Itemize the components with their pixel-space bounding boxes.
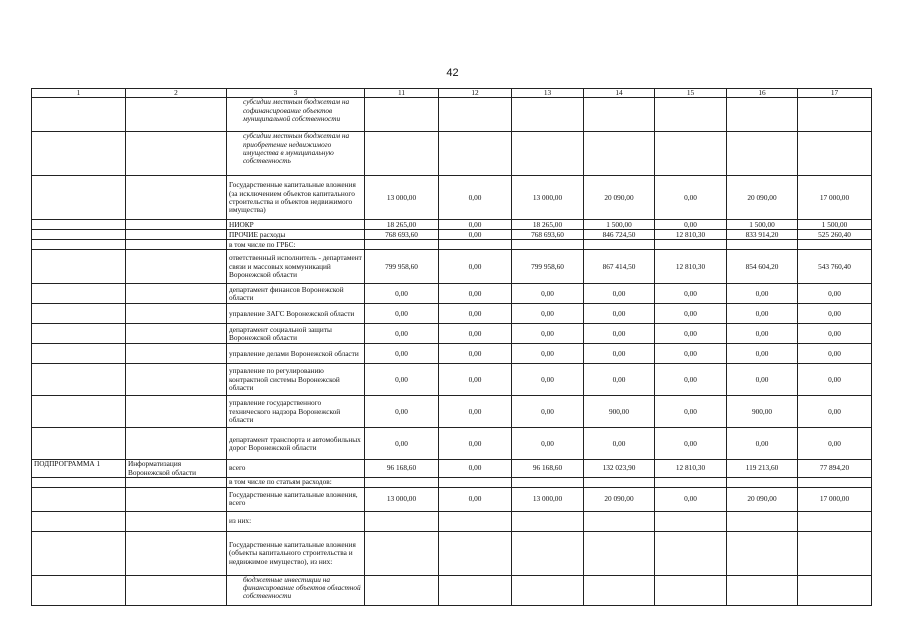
table-row	[32, 364, 872, 396]
value-cell: 833 914,20	[727, 230, 798, 240]
program-cell	[32, 575, 126, 605]
column-header: 16	[727, 89, 798, 98]
value-cell: 96 168,60	[365, 460, 439, 478]
table-row	[32, 344, 872, 364]
value-cell: 12 810,30	[655, 230, 727, 240]
expense-label-cell: всего	[227, 460, 365, 478]
value-cell: 0,00	[655, 324, 727, 344]
value-cell	[798, 477, 872, 487]
table-row	[32, 575, 872, 605]
value-cell	[584, 98, 655, 132]
value-cell: 0,00	[584, 284, 655, 304]
value-cell	[798, 132, 872, 176]
value-cell: 543 760,40	[798, 250, 872, 284]
table-body	[32, 89, 872, 606]
value-cell	[365, 575, 439, 605]
expense-label-cell: департамент транспорта и автомобильных дорог Воронежской области	[227, 428, 365, 460]
value-cell: 0,00	[512, 324, 584, 344]
program-name-cell	[126, 284, 227, 304]
value-cell: 0,00	[439, 344, 512, 364]
value-cell: 0,00	[655, 176, 727, 220]
program-cell	[32, 132, 126, 176]
column-header: 15	[655, 89, 727, 98]
program-cell	[32, 396, 126, 428]
table-row	[32, 460, 872, 478]
table-row	[32, 531, 872, 575]
value-cell	[512, 511, 584, 531]
value-cell: 0,00	[727, 324, 798, 344]
value-cell: 799 958,60	[365, 250, 439, 284]
table-row	[32, 487, 872, 511]
value-cell: 20 090,00	[584, 176, 655, 220]
value-cell	[365, 98, 439, 132]
value-cell: 0,00	[439, 324, 512, 344]
expense-label-cell: ПРОЧИЕ расходы	[227, 230, 365, 240]
value-cell	[798, 98, 872, 132]
expense-label-cell: субсидии местным бюджетам на приобретение недвижимого имущества в муниципальную собственность	[227, 132, 365, 176]
table-row	[32, 230, 872, 240]
value-cell: 12 810,30	[655, 460, 727, 478]
value-cell	[365, 511, 439, 531]
value-cell: 1 500,00	[798, 220, 872, 230]
table-row	[32, 176, 872, 220]
value-cell: 0,00	[439, 487, 512, 511]
value-cell: 0,00	[584, 428, 655, 460]
column-header: 12	[439, 89, 512, 98]
program-name-cell	[126, 511, 227, 531]
value-cell	[512, 575, 584, 605]
value-cell: 0,00	[365, 428, 439, 460]
table-row	[32, 132, 872, 176]
value-cell: 20 090,00	[727, 176, 798, 220]
value-cell: 12 810,30	[655, 250, 727, 284]
value-cell: 0,00	[512, 428, 584, 460]
value-cell	[365, 132, 439, 176]
expense-label-cell: Государственные капитальные вложения, всего	[227, 487, 365, 511]
expense-label-cell: в том числе по статьям расходов:	[227, 477, 365, 487]
value-cell	[798, 531, 872, 575]
value-cell	[655, 98, 727, 132]
value-cell: 0,00	[439, 250, 512, 284]
table-row	[32, 477, 872, 487]
value-cell	[798, 240, 872, 250]
value-cell	[727, 477, 798, 487]
value-cell: 0,00	[584, 344, 655, 364]
program-name-cell	[126, 132, 227, 176]
program-cell	[32, 304, 126, 324]
value-cell: 846 724,50	[584, 230, 655, 240]
value-cell: 0,00	[439, 230, 512, 240]
value-cell	[727, 132, 798, 176]
value-cell	[439, 575, 512, 605]
program-cell	[32, 487, 126, 511]
program-cell	[32, 477, 126, 487]
value-cell: 0,00	[439, 460, 512, 478]
table-row	[32, 396, 872, 428]
value-cell: 77 894,20	[798, 460, 872, 478]
column-header: 3	[227, 89, 365, 98]
expense-label-cell: департамент финансов Воронежской области	[227, 284, 365, 304]
value-cell: 0,00	[727, 364, 798, 396]
value-cell	[439, 477, 512, 487]
program-name-cell	[126, 531, 227, 575]
value-cell	[727, 531, 798, 575]
program-name-cell	[126, 364, 227, 396]
value-cell: 0,00	[365, 344, 439, 364]
expense-label-cell: Государственные капитальные вложения (за исключением объектов капитального строительства и объектов недвижимого имущества)	[227, 176, 365, 220]
header-row	[32, 89, 872, 98]
value-cell: 0,00	[798, 284, 872, 304]
expense-label-cell: управление ЗАГС Воронежской области	[227, 304, 365, 324]
program-name-cell	[126, 250, 227, 284]
value-cell: 0,00	[512, 344, 584, 364]
expense-label-cell: Государственные капитальные вложения (объекты капитального строительства и недвижимое имущество), из них:	[227, 531, 365, 575]
value-cell: 0,00	[512, 396, 584, 428]
value-cell: 867 414,50	[584, 250, 655, 284]
value-cell	[727, 98, 798, 132]
value-cell: 0,00	[584, 364, 655, 396]
program-cell	[32, 250, 126, 284]
value-cell: 18 265,00	[365, 220, 439, 230]
value-cell	[512, 240, 584, 250]
column-header: 17	[798, 89, 872, 98]
expense-label-cell: НИОКР	[227, 220, 365, 230]
value-cell: 0,00	[798, 396, 872, 428]
value-cell	[798, 575, 872, 605]
expense-label-cell: ответственный исполнитель - департамент связи и массовых коммуникаций Воронежской области	[227, 250, 365, 284]
program-name-cell	[126, 304, 227, 324]
value-cell: 20 090,00	[727, 487, 798, 511]
value-cell	[439, 511, 512, 531]
value-cell	[655, 240, 727, 250]
program-cell	[32, 176, 126, 220]
value-cell: 17 000,00	[798, 176, 872, 220]
value-cell	[584, 477, 655, 487]
value-cell: 20 090,00	[584, 487, 655, 511]
value-cell: 0,00	[655, 364, 727, 396]
table-row	[32, 250, 872, 284]
value-cell	[439, 531, 512, 575]
value-cell: 854 604,20	[727, 250, 798, 284]
value-cell: 1 500,00	[727, 220, 798, 230]
value-cell	[727, 240, 798, 250]
value-cell: 0,00	[798, 428, 872, 460]
value-cell: 18 265,00	[512, 220, 584, 230]
value-cell	[512, 477, 584, 487]
value-cell: 13 000,00	[365, 176, 439, 220]
column-header: 14	[584, 89, 655, 98]
value-cell: 0,00	[655, 284, 727, 304]
value-cell: 0,00	[727, 428, 798, 460]
table-row	[32, 284, 872, 304]
value-cell	[655, 477, 727, 487]
value-cell: 0,00	[439, 364, 512, 396]
value-cell	[439, 132, 512, 176]
value-cell: 13 000,00	[512, 176, 584, 220]
value-cell: 13 000,00	[365, 487, 439, 511]
budget-table	[31, 88, 872, 606]
value-cell: 0,00	[365, 304, 439, 324]
table-row	[32, 511, 872, 531]
value-cell: 132 023,90	[584, 460, 655, 478]
program-cell	[32, 284, 126, 304]
value-cell	[727, 511, 798, 531]
value-cell: 0,00	[512, 364, 584, 396]
program-cell	[32, 324, 126, 344]
table-row	[32, 220, 872, 230]
program-name-cell	[126, 176, 227, 220]
value-cell	[584, 132, 655, 176]
program-cell	[32, 364, 126, 396]
column-header: 13	[512, 89, 584, 98]
value-cell	[655, 132, 727, 176]
table-row	[32, 324, 872, 344]
value-cell: 0,00	[512, 304, 584, 324]
value-cell: 0,00	[655, 220, 727, 230]
table-row	[32, 304, 872, 324]
expense-label-cell: из них:	[227, 511, 365, 531]
value-cell: 0,00	[365, 324, 439, 344]
value-cell: 0,00	[655, 344, 727, 364]
value-cell: 0,00	[365, 284, 439, 304]
program-name-cell	[126, 477, 227, 487]
expense-label-cell: бюджетные инвестиции на финансирование объектов областной собственности	[227, 575, 365, 605]
program-cell	[32, 344, 126, 364]
program-cell	[32, 240, 126, 250]
program-name-cell	[126, 98, 227, 132]
value-cell: 119 213,60	[727, 460, 798, 478]
value-cell: 0,00	[655, 396, 727, 428]
value-cell: 0,00	[727, 284, 798, 304]
value-cell: 0,00	[365, 364, 439, 396]
value-cell	[512, 132, 584, 176]
value-cell	[512, 531, 584, 575]
expense-label-cell: в том числе по ГРБС:	[227, 240, 365, 250]
value-cell: 0,00	[727, 304, 798, 324]
expense-label-cell: управление делами Воронежской области	[227, 344, 365, 364]
program-cell	[32, 511, 126, 531]
value-cell: 0,00	[584, 324, 655, 344]
program-cell	[32, 531, 126, 575]
value-cell	[584, 575, 655, 605]
program-cell	[32, 98, 126, 132]
value-cell: 0,00	[439, 396, 512, 428]
value-cell: 900,00	[584, 396, 655, 428]
value-cell: 0,00	[655, 487, 727, 511]
value-cell: 0,00	[439, 284, 512, 304]
value-cell	[584, 240, 655, 250]
value-cell: 0,00	[798, 324, 872, 344]
expense-label-cell: управление по регулированию контрактной системы Воронежской области	[227, 364, 365, 396]
value-cell	[439, 240, 512, 250]
program-cell	[32, 220, 126, 230]
value-cell: 799 958,60	[512, 250, 584, 284]
value-cell: 768 693,60	[512, 230, 584, 240]
program-name-cell	[126, 575, 227, 605]
value-cell: 0,00	[798, 304, 872, 324]
value-cell: 900,00	[727, 396, 798, 428]
program-name-cell	[126, 344, 227, 364]
expense-label-cell: субсидии местным бюджетам на софинансирование объектов муниципальной собственности	[227, 98, 365, 132]
program-name-cell	[126, 220, 227, 230]
value-cell: 0,00	[512, 284, 584, 304]
program-name-cell	[126, 396, 227, 428]
value-cell	[365, 477, 439, 487]
program-cell: ПОДПРОГРАММА 1	[32, 460, 126, 478]
value-cell	[584, 511, 655, 531]
column-header: 1	[32, 89, 126, 98]
program-name-cell	[126, 324, 227, 344]
table-row	[32, 240, 872, 250]
program-name-cell	[126, 230, 227, 240]
value-cell: 17 000,00	[798, 487, 872, 511]
value-cell	[655, 511, 727, 531]
value-cell: 0,00	[727, 344, 798, 364]
value-cell: 0,00	[439, 428, 512, 460]
value-cell	[365, 531, 439, 575]
program-name-cell: Информатизация Воронежской области	[126, 460, 227, 478]
value-cell: 0,00	[655, 428, 727, 460]
value-cell: 0,00	[439, 176, 512, 220]
value-cell	[512, 98, 584, 132]
value-cell: 13 000,00	[512, 487, 584, 511]
value-cell: 0,00	[439, 220, 512, 230]
expense-label-cell: департамент социальной защиты Воронежской области	[227, 324, 365, 344]
value-cell: 0,00	[584, 304, 655, 324]
page-number: 42	[446, 67, 459, 79]
program-name-cell	[126, 428, 227, 460]
value-cell	[798, 511, 872, 531]
value-cell: 525 260,40	[798, 230, 872, 240]
expense-label-cell: управление государственного технического надзора Воронежской области	[227, 396, 365, 428]
value-cell	[727, 575, 798, 605]
value-cell: 768 693,60	[365, 230, 439, 240]
value-cell	[365, 240, 439, 250]
column-header: 2	[126, 89, 227, 98]
table-row	[32, 98, 872, 132]
table-row	[32, 428, 872, 460]
value-cell: 0,00	[439, 304, 512, 324]
program-cell	[32, 428, 126, 460]
value-cell: 0,00	[655, 304, 727, 324]
value-cell: 96 168,60	[512, 460, 584, 478]
value-cell: 0,00	[798, 364, 872, 396]
value-cell	[655, 531, 727, 575]
value-cell	[584, 531, 655, 575]
program-cell	[32, 230, 126, 240]
program-name-cell	[126, 487, 227, 511]
value-cell: 0,00	[365, 396, 439, 428]
value-cell	[655, 575, 727, 605]
program-name-cell	[126, 240, 227, 250]
value-cell	[439, 98, 512, 132]
value-cell: 0,00	[798, 344, 872, 364]
value-cell: 1 500,00	[584, 220, 655, 230]
column-header: 11	[365, 89, 439, 98]
